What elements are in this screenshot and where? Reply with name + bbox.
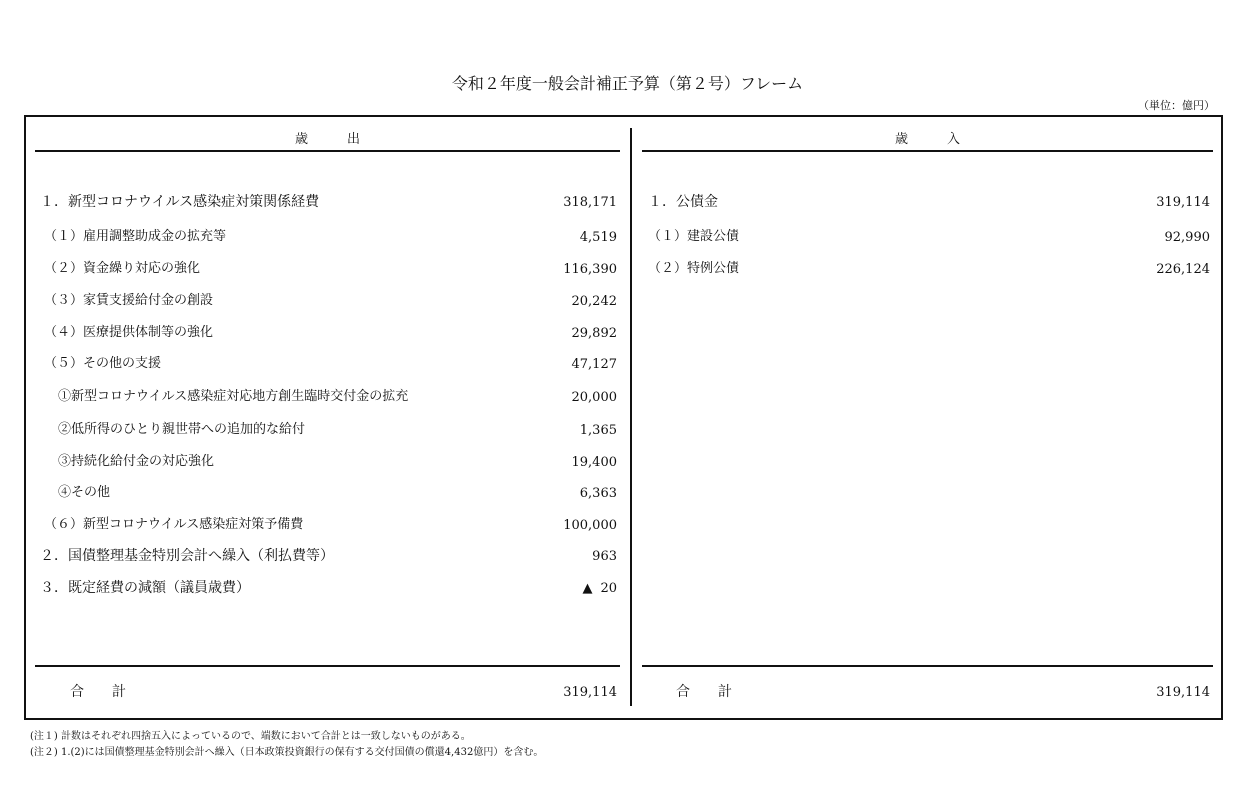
decrease-marker-icon: ▲ xyxy=(582,581,593,596)
expenditure-header-rule xyxy=(35,150,620,152)
expenditure-item-value: 6,363 xyxy=(579,486,617,501)
expenditure-item-value: 1,365 xyxy=(579,423,617,438)
revenue-item-label: （１）建設公債 xyxy=(648,229,740,244)
expenditure-item-value: 20,000 xyxy=(571,390,617,405)
expenditure-subitem-label: ③持続化給付金の対応強化 xyxy=(58,454,215,469)
expenditure-item-value: 318,171 xyxy=(563,195,617,210)
column-divider xyxy=(630,128,632,706)
expenditure-subitem-label: ②低所得のひとり親世帯への追加的な給付 xyxy=(58,422,306,437)
expenditure-item-value: 47,127 xyxy=(571,357,617,372)
expenditure-item-value: 19,400 xyxy=(571,455,617,470)
expenditure-item-label: （４）医療提供体制等の強化 xyxy=(44,325,214,340)
expenditure-item-value: 4,519 xyxy=(579,230,617,245)
revenue-total-value: 319,114 xyxy=(1156,685,1210,700)
expenditure-subitem-label: ①新型コロナウイルス感染症対応地方創生臨時交付金の拡充 xyxy=(58,389,409,404)
revenue-total-label: 合 計 xyxy=(676,684,732,700)
revenue-item-label: （２）特例公債 xyxy=(648,261,740,276)
expenditure-item-label: （６）新型コロナウイルス感染症対策予備費 xyxy=(44,517,304,532)
unit-label: （単位：億円） xyxy=(1138,99,1215,112)
decrease-amount: 20 xyxy=(600,581,617,596)
expenditure-total-rule xyxy=(35,665,620,667)
expenditure-item-label: ３．既定経費の減額（議員歳費） xyxy=(40,580,250,596)
revenue-item-value: 92,990 xyxy=(1164,230,1210,245)
revenue-total-rule xyxy=(642,665,1213,667)
expenditure-item-label: （５）その他の支援 xyxy=(44,356,162,371)
expenditure-total-label: 合 計 xyxy=(70,684,126,700)
revenue-item-label: １．公債金 xyxy=(648,194,718,210)
revenue-item-value: 319,114 xyxy=(1156,195,1210,210)
revenue-item-value: 226,124 xyxy=(1156,262,1210,277)
expenditure-total-value: 319,114 xyxy=(563,685,617,700)
revenue-header-rule xyxy=(642,150,1213,152)
expenditure-item-label: １．新型コロナウイルス感染症対策関係経費 xyxy=(40,194,320,210)
expenditure-item-label: ２．国債整理基金特別会計へ繰入（利払費等） xyxy=(40,548,334,564)
expenditure-item-value: 100,000 xyxy=(563,518,617,533)
expenditure-subitem-label: ④その他 xyxy=(58,485,111,500)
expenditure-item-label: （１）雇用調整助成金の拡充等 xyxy=(44,229,227,244)
expenditure-item-label: （３）家賃支援給付金の創設 xyxy=(44,293,214,308)
expenditure-item-value: 29,892 xyxy=(571,326,617,341)
expenditure-item-value: 116,390 xyxy=(563,262,617,277)
footnote: (注２) 1.(2)には国債整理基金特別会計へ繰入（日本政策投資銀行の保有する交付国債の償還4,432億円）を含む。 xyxy=(30,747,544,758)
expenditure-header: 歳 出 xyxy=(294,132,360,147)
revenue-header: 歳 入 xyxy=(894,132,960,147)
expenditure-item-value: 963 xyxy=(592,549,617,564)
footnote: (注１) 計数はそれぞれ四捨五入によっているので、端数において合計とは一致しないものがある。 xyxy=(30,731,471,742)
expenditure-item-value xyxy=(582,581,617,597)
expenditure-item-value: 20,242 xyxy=(571,294,617,309)
page-title: 令和２年度一般会計補正予算（第２号）フレーム xyxy=(451,74,804,93)
expenditure-item-label: （２）資金繰り対応の強化 xyxy=(44,261,201,276)
